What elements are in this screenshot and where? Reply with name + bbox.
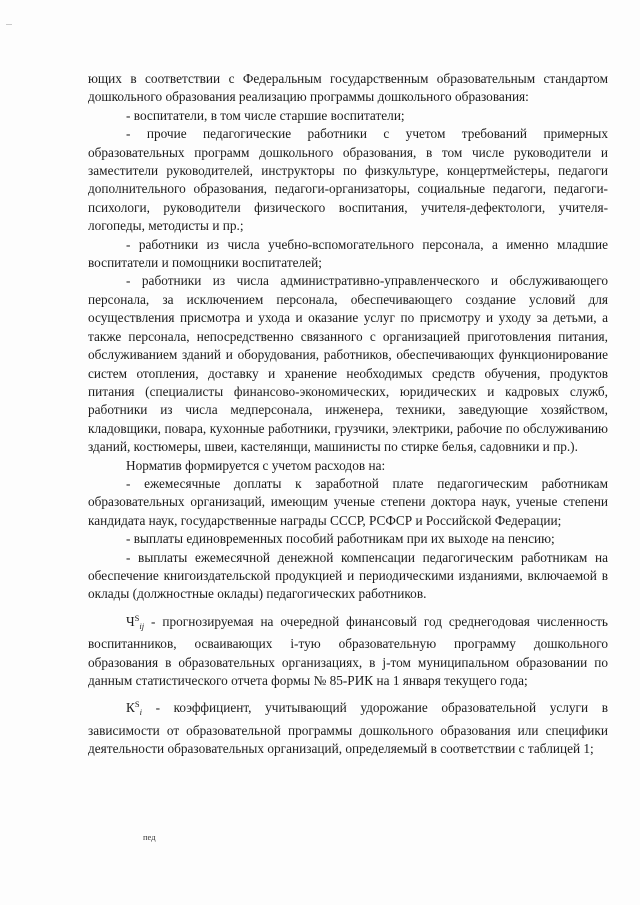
symbol-k-sup: S xyxy=(134,699,140,710)
definition-children-count-text: - прогнозируемая на очередной финансовый год среднегодовая численность воспитанников, осваивающих i-тую образовательную программу дошкольного образования в образовательных организациях, в j-том муниципальном образовании по данным статистического отчета формы № 85-РИК на 1 января текущего года; xyxy=(88,613,608,688)
list-item-other-pedagogical: - прочие педагогические работники с учетом требований примерных образовательных программ дошкольного образования, в том числе руководители и заместители руководителей, инструкторы по физкультуре, концертмейстеры, педагоги дополнительного образования, педагоги-организаторы, социальные педагоги, педагоги-психологи, руководители физического воспитания, учителя-дефектологи, учителя-логопеды, методисты и пр.; xyxy=(88,126,608,234)
symbol-ch-sup: S xyxy=(134,612,140,623)
list-item-educators: - воспитатели, в том числе старшие воспитатели; xyxy=(126,107,405,123)
scan-mark xyxy=(6,24,12,25)
list-item-monthly-allowances: - ежемесячные доплаты к заработной плате педагогическим работникам образовательных организаций, имеющим ученые степени доктора наук, ученые степени кандидата наук, государственные награды СССР, РСФСР и Российской Федерации; xyxy=(88,475,608,528)
symbol-k-sub: i xyxy=(139,707,142,718)
list-item-lump-sum-payments: - выплаты единовременных пособий работникам при их выходе на пенсию; xyxy=(126,531,555,547)
list-item-admin-staff: - работники из числа административно-управленческого и обслуживающего персонала, за исключением персонала, обеспечивающего создание условий для осуществления присмотра и ухода и оказание услуг по присмотру и уходу за детьми, а также персонала, непосредственно связанного с организацией приготовления питания, обслуживанием зданий и оборудования, работников, обеспечивающих функционирование систем отопления, доставку и хранение необходимых средств обучения, продуктов питания (специалисты финансово-экономических, юридических и кадровых служб, работники из числа медперсонала, инженера, техники, заведующие хозяйством, кладовщики, повара, кухонные работники, грузчики, электрики, рабочие по обслуживанию зданий, костюмеры, швеи, кастелянщи, машинисты по стирке белья, садовники и пр.). xyxy=(88,273,608,455)
symbol-k: К xyxy=(126,700,135,716)
definition-children-count xyxy=(88,609,608,691)
footnote-subscript: пед xyxy=(143,832,156,842)
list-item-compensation: - выплаты ежемесячной денежной компенсации педагогическим работникам на обеспечение книгоиздательской продукцией и периодическими изданиями, включаемой в оклады (должностные оклады) педагогических работников. xyxy=(88,549,608,602)
symbol-ch-sub: ij xyxy=(139,620,145,631)
paragraph-continuation: ющих в соответствии с Федеральным государственным образовательным стандартом дошкольного образования реализацию программы дошкольного образования: xyxy=(88,71,608,105)
list-item-support-staff: - работники из числа учебно-вспомогательного персонала, а именно младшие воспитатели и помощники воспитателей; xyxy=(88,236,608,271)
document-body xyxy=(88,70,608,759)
definition-coefficient xyxy=(88,695,608,758)
symbol-ch: Ч xyxy=(126,613,135,629)
norm-intro: Норматив формируется с учетом расходов на: xyxy=(126,457,386,473)
definition-coefficient-text: - коэффициент, учитывающий удорожание образовательной услуги в зависимости от образовательной программы дошкольного образования или специфики деятельности образовательных организаций, определяемый в соответствии с таблицей 1; xyxy=(88,700,608,757)
